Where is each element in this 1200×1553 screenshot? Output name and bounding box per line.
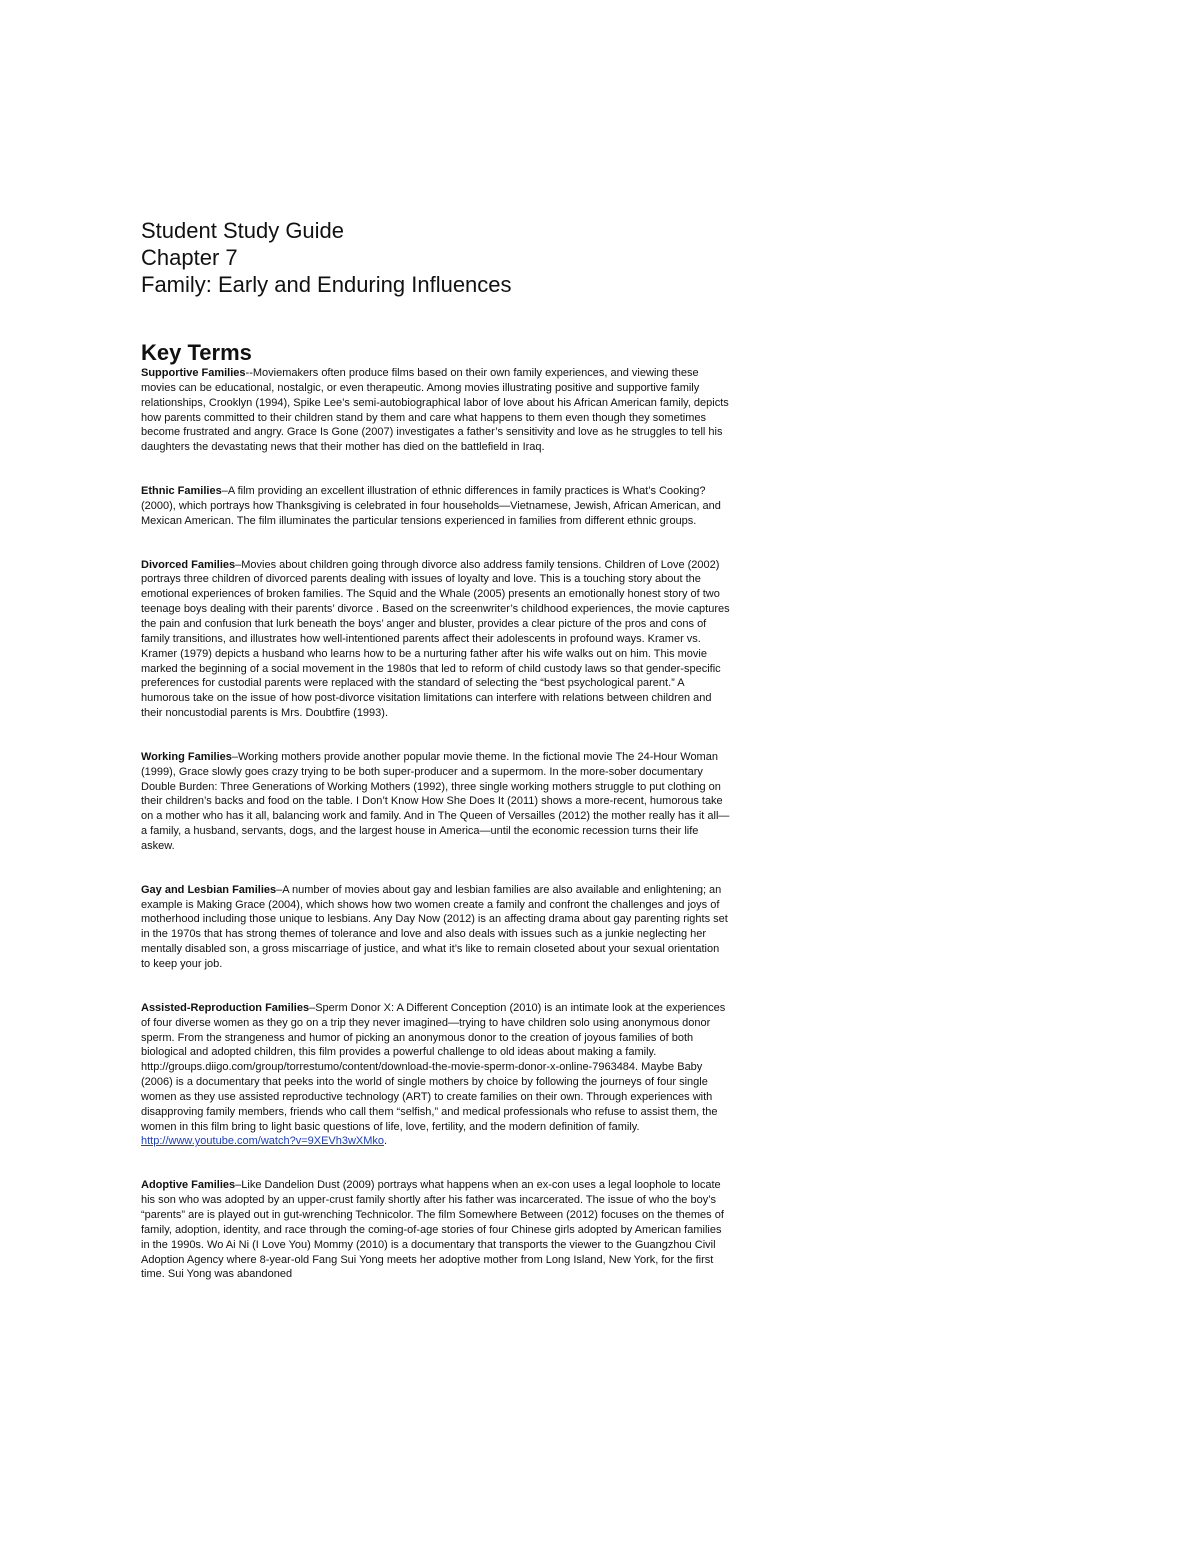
term-label: Gay and Lesbian Families xyxy=(141,883,277,896)
term-description: –A number of movies about gay and lesbian families are also available and enlightening; an example is Making Grace (2004), which shows how two women create a family and confront the challenges and joys of motherhood including those unique to lesbians. Any Day Now (2012) is an affecting drama about gay parenting rights set in the 1970s that has strong themes of tolerance and love and also deals with issues such as a junkie neglecting her mentally disabled son, a gross miscarriage of justice, and what it’s like to remain closeted about your sexual orientation to keep your job. xyxy=(141,883,728,970)
section-heading: Key Terms xyxy=(141,340,252,365)
term-description: –Like Dandelion Dust (2009) portrays what happens when an ex-con uses a legal loophole to locate his son who was adopted by an upper-crust family shortly after his father was incarcerated. The issue of who the boy’s “parents” are is played out in gut-wrenching Technicolor. The film Somewhere Between (2012) focuses on the themes of family, adoption, identity, and race through the coming-of-age stories of four Chinese girls adopted by American families in the 1990s. Wo Ai Ni (I Love You) Mommy (2010) is a documentary that transports the viewer to the Guangzhou Civil Adoption Agency where 8-year-old Fang Sui Yong meets her adoptive mother from Long Island, New York, for the first time. Sui Yong was abandoned xyxy=(141,1179,724,1281)
guide-title: Student Study Guide xyxy=(141,218,345,243)
term-label: Divorced Families xyxy=(141,558,236,571)
entry-divorced-families xyxy=(141,558,731,721)
youtube-link[interactable]: http://www.youtube.com/watch?v=9XEVh3wXMko xyxy=(141,1135,385,1148)
term-label: Assisted-Reproduction Families xyxy=(141,1001,310,1014)
term-description: –Working mothers provide another popular movie theme. In the fictional movie The 24-Hour Woman (1999), Grace slowly goes crazy trying to be both super-producer and a supermom. In the more-sober documentary Double Burden: Three Generations of Working Mothers (1992), three single working mothers struggle to put clothing on their children’s backs and food on the table. I Don’t Know How She Does It (2011) shows a more-recent, humorous take on a mother who has it all, balancing work and family. And in The Queen of Versailles (2012) the mother really has it all—a family, a husband, servants, dogs, and the largest house in America—until the economic recession turns their life askew. xyxy=(141,750,730,852)
term-label: Working Families xyxy=(141,750,232,763)
link-trailing-period: . xyxy=(384,1135,388,1148)
entry-ethnic-families xyxy=(141,484,731,529)
term-label: Adoptive Families xyxy=(141,1179,236,1192)
term-description: --Moviemakers often produce films based on their own family experiences, and viewing these movies can be educational, nostalgic, or even therapeutic. Among movies illustrating positive and supportive family relationships, Crooklyn (1994), Spike Lee’s semi-autobiographical labor of love about his African American family, depicts how parents committed to their children stand by them and care what happens to them even though they sometimes become frustrated and angry. Grace Is Gone (2007) investigates a father’s sensitivity and love as he struggles to tell his daughters the devastating news that their mother has died on the battlefield in Iraq. xyxy=(141,367,729,454)
term-description: –Sperm Donor X: A Different Conception (2010) is an intimate look at the experiences of four diverse women as they go on a trip they never imagined—trying to have children solo using anonymous donor sperm. From the strangeness and humor of picking an anonymous donor to the creation of joyous families of both biological and adopted children, this film provides a powerful challenge to old ideas about making a family. http://groups.diigo.com/group/torrestumo/content/download-the-movie-sperm-donor-x-online-7963484. Maybe Baby (2006) is a documentary that peeks into the world of single mothers by choice by following the journeys of four single women as they use assisted reproductive technology (ART) to create families on their own. Through experiences with disapproving family members, friends who call them “selfish,” and medical professionals who refuse to assist them, the women in this film bring to light basic questions of life, love, fertility, and the modern definition of family. xyxy=(141,1001,726,1133)
term-description: –Movies about children going through divorce also address family tensions. Children of Love (2002) portrays three children of divorced parents dealing with issues of loyalty and love. This is a touching story about the emotional experiences of broken families. The Squid and the Whale (2005) presents an emotionally honest story of two teenage boys dealing with their parents’ divorce . Based on the screenwriter’s childhood experiences, the movie captures the pain and confusion that lurk beneath the boys’ anger and bluster, provides a clear picture of the pros and cons of family transitions, and illustrates how well-intentioned parents affect their adolescents in profound ways. Kramer vs. Kramer (1979) depicts a husband who learns how to be a nurturing father after his wife walks out on him. This movie marked the beginning of a social movement in the 1980s that led to reform of child custody laws so that gender-specific preferences for custodial parents were replaced with the standard of selecting the “best psychological parent.” A humorous take on the issue of how post-divorce visitation limitations can interfere with relations between children and their noncustodial parents is Mrs. Doubtfire (1993). xyxy=(141,558,730,720)
term-description: –A film providing an excellent illustration of ethnic differences in family practices is What’s Cooking? (2000), which portrays how Thanksgiving is celebrated in four households—Vietnamese, Jewish, African American, and Mexican American. The film illuminates the particular tensions experienced in families from different ethnic groups. xyxy=(141,485,721,527)
term-label: Ethnic Families xyxy=(141,485,222,498)
entry-working-families xyxy=(141,750,731,854)
chapter-number: Chapter 7 xyxy=(141,245,238,270)
document-header xyxy=(141,217,731,298)
chapter-title: Family: Early and Enduring Influences xyxy=(141,272,512,297)
entry-assisted-reproduction-families xyxy=(141,1001,731,1149)
entry-adoptive-families xyxy=(141,1178,731,1282)
entry-gay-lesbian-families xyxy=(141,883,731,972)
entry-supportive-families xyxy=(141,366,731,455)
document-page xyxy=(141,217,731,1282)
term-label: Supportive Families xyxy=(141,367,246,379)
